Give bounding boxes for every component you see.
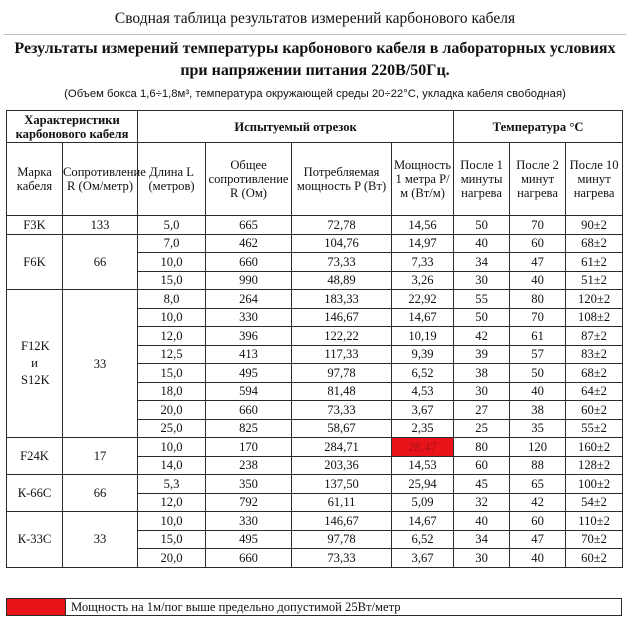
- cell-total-res: 462: [206, 234, 292, 253]
- cell-power-per-m: 3,67: [392, 549, 454, 568]
- cable-resistance: 133: [63, 216, 138, 235]
- cell-length: 15,0: [138, 364, 206, 383]
- cell-t2: 38: [510, 401, 566, 420]
- cell-t10: 60±2: [566, 401, 623, 420]
- table-row: [7, 234, 623, 253]
- cell-t2: 42: [510, 493, 566, 512]
- col-header-temp-1min: После 1 минуты нагрева: [454, 143, 510, 216]
- header-temperature: Температура °C: [454, 111, 623, 143]
- cell-power: 73,33: [292, 253, 392, 272]
- cell-power-per-m: 14,67: [392, 308, 454, 327]
- cell-power: 81,48: [292, 382, 392, 401]
- table-row: [7, 438, 623, 457]
- cell-power-per-m: 14,53: [392, 456, 454, 475]
- cell-t10: 61±2: [566, 253, 623, 272]
- cell-total-res: 792: [206, 493, 292, 512]
- cell-power-per-m: 9,39: [392, 345, 454, 364]
- cell-t2: 40: [510, 549, 566, 568]
- col-header-length: Длина L (метров): [138, 143, 206, 216]
- cell-t10: 68±2: [566, 364, 623, 383]
- cell-power: 97,78: [292, 530, 392, 549]
- cell-t1: 34: [454, 253, 510, 272]
- cell-t1: 30: [454, 271, 510, 290]
- cell-length: 5,0: [138, 216, 206, 235]
- cell-power: 122,22: [292, 327, 392, 346]
- cell-t1: 39: [454, 345, 510, 364]
- cell-total-res: 396: [206, 327, 292, 346]
- cell-t1: 38: [454, 364, 510, 383]
- cell-power: 117,33: [292, 345, 392, 364]
- cell-length: 15,0: [138, 271, 206, 290]
- cell-power-per-m: 2,35: [392, 419, 454, 438]
- cell-length: 10,0: [138, 512, 206, 531]
- cable-mark: F24K: [7, 438, 63, 475]
- legend-swatch: [7, 599, 66, 615]
- col-header-temp-10min: После 10 минут нагрева: [566, 143, 623, 216]
- cell-power-per-m: 4,53: [392, 382, 454, 401]
- cell-t2: 80: [510, 290, 566, 309]
- cell-t2: 88: [510, 456, 566, 475]
- col-header-total-resistance: Общее сопротивление R (Ом): [206, 143, 292, 216]
- test-conditions: (Объем бокса 1,6÷1,8м³, температура окружающей среды 20÷22°C, укладка кабеля свободная): [64, 88, 566, 100]
- cell-total-res: 264: [206, 290, 292, 309]
- cell-t2: 57: [510, 345, 566, 364]
- cell-t10: 110±2: [566, 512, 623, 531]
- cell-t2: 35: [510, 419, 566, 438]
- cell-total-res: 990: [206, 271, 292, 290]
- cell-length: 5,3: [138, 475, 206, 494]
- cell-total-res: 413: [206, 345, 292, 364]
- cell-length: 15,0: [138, 530, 206, 549]
- cell-t1: 27: [454, 401, 510, 420]
- cell-power: 61,11: [292, 493, 392, 512]
- cell-length: 20,0: [138, 549, 206, 568]
- cell-power-per-m: 22,92: [392, 290, 454, 309]
- cell-length: 14,0: [138, 456, 206, 475]
- header-tested-segment: Испытуемый отрезок: [138, 111, 454, 143]
- cell-total-res: 660: [206, 549, 292, 568]
- cell-t2: 60: [510, 234, 566, 253]
- cell-power: 48,89: [292, 271, 392, 290]
- cell-length: 7,0: [138, 234, 206, 253]
- cell-t10: 64±2: [566, 382, 623, 401]
- cell-length: 8,0: [138, 290, 206, 309]
- cell-t1: 50: [454, 308, 510, 327]
- cell-power-per-m: 14,67: [392, 512, 454, 531]
- cell-total-res: 825: [206, 419, 292, 438]
- cell-power-per-m: 25,94: [392, 475, 454, 494]
- cell-t1: 45: [454, 475, 510, 494]
- cell-length: 20,0: [138, 401, 206, 420]
- cell-power-per-m: 28,47: [392, 438, 454, 457]
- cell-power-per-m: 10,19: [392, 327, 454, 346]
- cell-total-res: 330: [206, 512, 292, 531]
- cable-mark: F12K и S12K: [7, 290, 63, 438]
- cell-total-res: 170: [206, 438, 292, 457]
- cable-resistance: 33: [63, 290, 138, 438]
- cell-t10: 108±2: [566, 308, 623, 327]
- cell-t10: 128±2: [566, 456, 623, 475]
- cell-power: 58,67: [292, 419, 392, 438]
- cell-t2: 60: [510, 512, 566, 531]
- cell-t1: 60: [454, 456, 510, 475]
- cell-t2: 40: [510, 382, 566, 401]
- cell-t2: 120: [510, 438, 566, 457]
- cell-power-per-m: 5,09: [392, 493, 454, 512]
- cell-t1: 80: [454, 438, 510, 457]
- cell-total-res: 330: [206, 308, 292, 327]
- cable-mark: К-33С: [7, 512, 63, 568]
- cell-power: 97,78: [292, 364, 392, 383]
- cell-t2: 47: [510, 530, 566, 549]
- cell-power: 73,33: [292, 401, 392, 420]
- cell-t1: 30: [454, 382, 510, 401]
- cell-t1: 32: [454, 493, 510, 512]
- cable-mark: F3K: [7, 216, 63, 235]
- results-table: [6, 110, 623, 568]
- cell-t10: 160±2: [566, 438, 623, 457]
- cell-total-res: 660: [206, 401, 292, 420]
- page-title: Сводная таблица результатов измерений карбонового кабеля: [114, 10, 516, 27]
- table-row: [7, 512, 623, 531]
- cell-length: 10,0: [138, 438, 206, 457]
- cell-t2: 40: [510, 271, 566, 290]
- cell-total-res: 495: [206, 364, 292, 383]
- cell-power-per-m: 3,26: [392, 271, 454, 290]
- cell-t1: 30: [454, 549, 510, 568]
- cell-t2: 70: [510, 216, 566, 235]
- cell-total-res: 495: [206, 530, 292, 549]
- legend-note: [6, 598, 622, 616]
- cell-length: 18,0: [138, 382, 206, 401]
- cell-power: 146,67: [292, 512, 392, 531]
- cell-power-per-m: 14,56: [392, 216, 454, 235]
- cell-t2: 61: [510, 327, 566, 346]
- cell-t1: 34: [454, 530, 510, 549]
- header-cable-characteristics: Характеристики карбонового кабеля: [7, 111, 138, 143]
- table-row: [7, 475, 623, 494]
- heading-line-2: при напряжении питания 220В/50Гц.: [180, 62, 450, 79]
- col-header-power-per-meter: Мощность 1 метра P/м (Вт/м): [392, 143, 454, 216]
- col-header-resistance: Сопротивление R (Ом/метр): [63, 143, 138, 216]
- cell-power: 146,67: [292, 308, 392, 327]
- cell-power-per-m: 3,67: [392, 401, 454, 420]
- cell-length: 10,0: [138, 308, 206, 327]
- cell-t1: 42: [454, 327, 510, 346]
- cell-power-per-m: 6,52: [392, 364, 454, 383]
- col-header-mark: Марка кабеля: [7, 143, 63, 216]
- results-body: [7, 216, 623, 568]
- cell-total-res: 350: [206, 475, 292, 494]
- report-heading: [0, 38, 630, 82]
- table-row: [7, 216, 623, 235]
- cell-power-per-m: 14,97: [392, 234, 454, 253]
- heading-line-1: Результаты измерений температуры карбонового кабеля в лабораторных условиях: [14, 40, 616, 57]
- cell-t1: 55: [454, 290, 510, 309]
- cell-total-res: 594: [206, 382, 292, 401]
- cell-t2: 47: [510, 253, 566, 272]
- cell-t10: 83±2: [566, 345, 623, 364]
- cable-resistance: 17: [63, 438, 138, 475]
- col-header-temp-2min: После 2 минут нагрева: [510, 143, 566, 216]
- cell-t10: 55±2: [566, 419, 623, 438]
- cell-power-per-m: 7,33: [392, 253, 454, 272]
- cell-t2: 65: [510, 475, 566, 494]
- cell-power: 72,78: [292, 216, 392, 235]
- cable-resistance: 33: [63, 512, 138, 568]
- cell-power: 73,33: [292, 549, 392, 568]
- cell-t2: 50: [510, 364, 566, 383]
- legend-text: Мощность на 1м/пог выше предельно допустимой 25Вт/метр: [71, 600, 401, 614]
- cell-power: 137,50: [292, 475, 392, 494]
- cell-total-res: 665: [206, 216, 292, 235]
- table-row: [7, 290, 623, 309]
- cell-total-res: 660: [206, 253, 292, 272]
- cell-total-res: 238: [206, 456, 292, 475]
- cell-power: 183,33: [292, 290, 392, 309]
- title-divider: [4, 34, 626, 35]
- cable-mark: F6K: [7, 234, 63, 290]
- cell-t10: 51±2: [566, 271, 623, 290]
- cell-t10: 100±2: [566, 475, 623, 494]
- cell-t10: 90±2: [566, 216, 623, 235]
- col-header-power: Потребляемая мощность P (Вт): [292, 143, 392, 216]
- cell-power-per-m: 6,52: [392, 530, 454, 549]
- cell-length: 10,0: [138, 253, 206, 272]
- cell-power: 203,36: [292, 456, 392, 475]
- cell-t10: 120±2: [566, 290, 623, 309]
- cell-length: 12,0: [138, 327, 206, 346]
- cell-t10: 70±2: [566, 530, 623, 549]
- cell-t10: 54±2: [566, 493, 623, 512]
- cable-resistance: 66: [63, 234, 138, 290]
- cell-t1: 50: [454, 216, 510, 235]
- cell-t1: 25: [454, 419, 510, 438]
- cell-t10: 68±2: [566, 234, 623, 253]
- cell-length: 25,0: [138, 419, 206, 438]
- cell-t2: 70: [510, 308, 566, 327]
- cable-mark: К-66С: [7, 475, 63, 512]
- cell-power: 284,71: [292, 438, 392, 457]
- cell-t1: 40: [454, 512, 510, 531]
- cell-power: 104,76: [292, 234, 392, 253]
- cell-t1: 40: [454, 234, 510, 253]
- cell-length: 12,0: [138, 493, 206, 512]
- cell-t10: 87±2: [566, 327, 623, 346]
- cable-resistance: 66: [63, 475, 138, 512]
- cell-t10: 60±2: [566, 549, 623, 568]
- cell-length: 12,5: [138, 345, 206, 364]
